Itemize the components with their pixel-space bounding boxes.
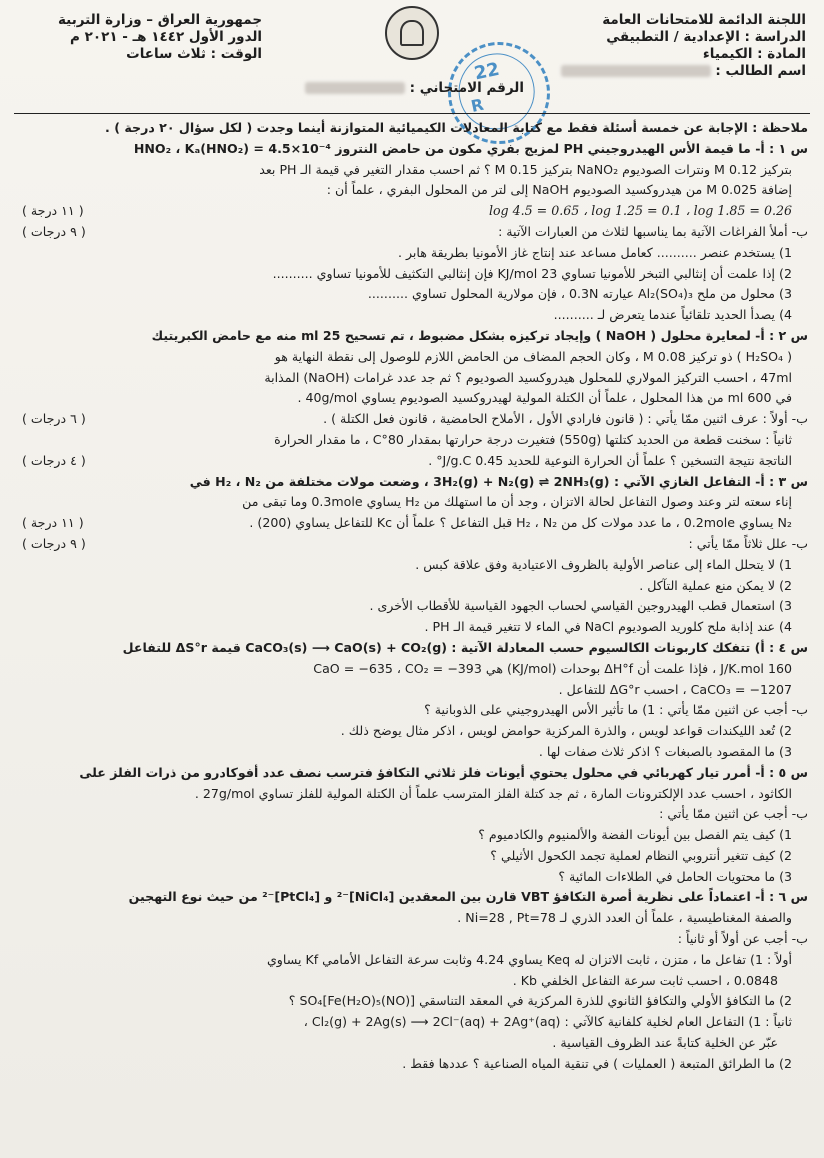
exam-session: الدور الأول ١٤٤٢ هـ - ٢٠٢١ م [69,29,263,45]
q1-a-marks: ( ١١ درجة ) [22,203,84,219]
q5-a-line1: س ٥ : أ- أمرر تيار كهربائي في محلول يحتوي أيونات فلز ثلاثي التكافؤ فترسب نصف عدد أفوكادرو من ذرات الفلز على [79,764,808,780]
q2-a-line1: س ٢ : أ- لمعايرة محلول ( NaOH ) وإيجاد تركيزه بشكل مضبوط ، تم تسحيح 25 ml منه مع حامض الكبريتيك [151,327,808,343]
instructions-note: ملاحظة : الإجابة عن خمسة أسئلة فقط مع كتابة المعادلات الكيميائية المتوازنة أينما وجدت ( لكل سؤال ٢٠ درجة ) . [105,120,808,135]
q3-b-heading: ب- علل ثلاثاً ممّا يأتي : [688,535,808,551]
q6-b-second-item2: 2) ما الطرائق المتبعة ( العمليات ) في تنقية المياه الصناعية ؟ عددها فقط . [402,1055,792,1071]
q6-b-first-item2: 2) ما التكافؤ الأولي والتكافؤ الثانوي للذرة المركزية في المعقد التناسقي [Fe(H₂O)₅(NO)]SO₄ ؟ [288,993,792,1009]
q1-a-line1: س ١ : أ- ما قيمة الأس الهيدروجيني PH لمزيج بفري مكون من حامض النتروز HNO₂ ، Kₐ(HNO₂) = 4.5×10⁻⁴ [133,140,808,156]
q2-a-line2: ( H₂SO₄ ) ذو تركيز 0.08 M ، وكان الحجم المضاف من الحامض اللازم للوصول إلى نقطة النهاية هو [274,348,792,364]
q4-a-line3: CaCO₃ = −1207 ، احسب ΔG°r للتفاعل . [558,681,792,697]
q2-a-line4: في 600 ml من هذا المحلول ، علماً أن الكتلة المولية لهيدروكسيد الصوديوم يساوي 40g/mol . [297,390,792,406]
header-right [561,12,806,80]
q3-b-item3: 3) استعمال قطب الهيدروجين القياسي لحساب الجهود القياسية للأقطاب الأخرى . [369,598,792,614]
q2-b1-marks: ( ٦ درجات ) [22,411,86,427]
q4-b-item3: 3) ما المقصود بالصبغات ؟ اذكر ثلاث صفات لها . [538,743,792,759]
student-name-label: اسم الطالب : [561,63,806,80]
q1-b-item2: 2) إذا علمت أن إنثالبي التبخر للأمونيا تساوي 23 KJ/mol فإن إنثالبي التكثيف للأمونيا تساوي .......... [272,265,792,281]
q6-a-line2: والصفة المغناطيسية ، علماً أن العدد الذري لـ Ni=28 , Pt=78 . [457,910,792,926]
q5-b-item2: 2) كيف تتغير أنتروبي النظام لعملية تجمد الكحول الأثيلي ؟ [490,847,792,863]
q1-b-item3: 3) محلول من ملح Al₂(SO₄)₃ عيارته 0.3N ، فإن مولارية المحلول تساوي .......... [367,286,792,302]
q2-b-second-line1: ثانياً : سخنت قطعة من الحديد كتلتها (550g) فتغيرت درجة حرارتها بمقدار 80°C ، ما مقدار الحرارة [274,431,792,447]
q1-a-line2: بتركيز 0.12 M ونترات الصوديوم NaNO₂ بتركيز 0.15 M ؟ ثم احسب مقدار التغير في قيمة الـ PH بعد [259,161,792,177]
exam-number-label: الرقم الامتحاني : [305,80,524,97]
q6-b-first-line1: أولاً : 1) تفاعل ما ، متزن ، ثابت الاتزان له Keq يساوي 4.24 وثابت سرعة التفاعل الأمامي Kf يساوي [266,951,792,967]
q5-b-item3: 3) ما محتويات الحامل في الطلاءات المائية ؟ [558,868,792,884]
q6-b-heading: ب- أجب عن أولاً أو ثانياً : [677,931,808,947]
q3-a-line1: س ٣ : أ- التفاعل الغازي الآتي : 3H₂(g) + N₂(g) ⇌ 2NH₃(g) ، وضعت مولات مختلفة من H₂ ، N₂ في [189,473,808,489]
study-branch: الدراسة : الإعدادية / التطبيقي [606,29,806,45]
redacted-name [561,65,711,77]
q3-b-item1: 1) لا يتحلل الماء إلى عناصر الأولية بالظروف الاعتيادية وفق علاقة كبس . [415,556,792,572]
question-6 [22,887,808,1074]
q3-b-item2: 2) لا يمكن منع عملية التآكل . [639,577,792,593]
q4-a-line2: 160 J/K.mol ، فإذا علمت أن ΔH°f بوحدات (KJ/mol) هي CaO = −635 ، CO₂ = −393 [313,660,792,676]
header-divider [14,113,810,114]
q3-a-marks: ( ١١ درجة ) [22,515,84,531]
q1-b-marks: ( ٩ درجات ) [22,223,86,239]
q1-b-item4: 4) يصدأ الحديد تلقائياً عندما يتعرض لـ .......... [553,307,792,323]
subject-name: المادة : الكيمياء [702,46,806,62]
q4-b-heading: ب- أجب عن اثنين ممّا يأتي : 1) ما تأثير الأس الهيدروجيني على الذوبانية ؟ [424,702,808,718]
q3-b-marks: ( ٩ درجات ) [22,535,86,551]
q2-b-first: ب- أولاً : عرف اثنين ممّا يأتي : ( قانون فارادي الأول ، الأملاح الحامضية ، قانون فعل الكتلة ) . [323,411,808,427]
q5-b-item1: 1) كيف يتم الفصل بين أيونات الفضة والألمنيوم والكادميوم ؟ [478,827,792,843]
q6-b-second-line1: ثانياً : 1) التفاعل العام لخلية كلفانية كالآتي : Cl₂(g) + 2Ag(s) ⟶ 2Cl⁻(aq) + 2Ag⁺(aq) ، [303,1014,792,1030]
header-left [58,12,262,63]
q1-b-item1: 1) يستخدم عنصر .......... كعامل مساعد عند إنتاج غاز الأمونيا بطريقة هابر . [397,244,792,260]
q6-a-line1: س ٦ : أ- اعتماداً على نظرية أصرة التكافؤ VBT قارن بين المعقدين [NiCl₄]⁻² و [PtCl₄]⁻² من حيث نوع التهجين [128,889,808,905]
question-1 [22,139,808,326]
q4-a-line1: س ٤ : أ) تتفكك كاربونات الكالسيوم حسب المعادلة الآتية : CaCO₃(s) ⟶ CaO(s) + CO₂(g) قيمة ΔS°r للتفاعل [122,639,808,655]
q3-a-line2: إناء سعته لتر وعند وصول التفاعل لحالة الاتزان ، وجد أن ما استهلك من H₂ يساوي 0.3mole وما تبقى من [242,494,792,510]
redacted-exam-number [305,82,405,94]
q1-a-logs: log 4.5 = 0.65 ، log 1.25 = 0.1 ، log 1.85 = 0.26 [488,203,792,219]
iraq-emblem-icon [385,6,439,60]
q2-b3-marks: ( ٤ درجات ) [22,452,86,468]
q1-a-line3: إضافة 0.025 M من هيدروكسيد الصوديوم NaOH إلى لتر من المحلول البفري ، علماً أن : [326,182,792,198]
q1-b-heading: ب- أملأ الفراغات الآتية بما يناسبها لثلاث من العبارات الآتية : [498,223,808,239]
question-2 [22,326,808,472]
q5-a-line2: الكاثود ، احسب عدد الإلكترونات المارة ، ثم جد كتلة الفلز المترسب علماً أن الكتلة المولية للفلز تساوي 27g/mol . [194,785,792,801]
question-4 [22,638,808,763]
q2-a-line3: 47ml ، احسب التركيز المولاري للمحلول هيدروكسيد الصوديوم ؟ ثم جد عدد غرامات (NaOH) المذابة [264,369,792,385]
question-3 [22,472,808,638]
ministry-name: جمهورية العراق – وزارة التربية [58,12,263,28]
q4-b-item2: 2) تُعد الليكندات قواعد لويس ، والذرة المركزية حوامض لويس ، اذكر مثال يوضح ذلك . [340,723,792,739]
q5-b-heading: ب- أجب عن اثنين ممّا يأتي : [659,806,808,822]
exam-stamp-icon: 22 R [439,33,560,154]
q3-b-item4: 4) عند إذابة ملح كلوريد الصوديوم NaCl في الماء لا تتغير قيمة الـ PH . [424,619,792,635]
committee-name: اللجنة الدائمة للامتحانات العامة [602,12,806,28]
q6-b-first-line2: 0.0848 ، احسب ثابت سرعة التفاعل الخلفي Kb . [512,972,778,988]
exam-duration: الوقت : ثلاث ساعات [126,46,263,62]
question-5 [22,763,808,888]
exam-questions [22,118,808,1075]
q6-b-second-line2: عبّر عن الخلية كتابةً عند الظروف القياسية . [552,1035,778,1051]
q2-b-second-line2: الناتجة نتيجة التسخين ؟ علماً أن الحرارة النوعية للحديد 0.45 J/g.C° . [428,452,792,468]
q3-a-line3: N₂ يساوي 0.2mole ، ما عدد مولات كل من H₂ ، N₂ قبل التفاعل ؟ علماً أن Kc للتفاعل يساوي (200) . [249,515,792,531]
